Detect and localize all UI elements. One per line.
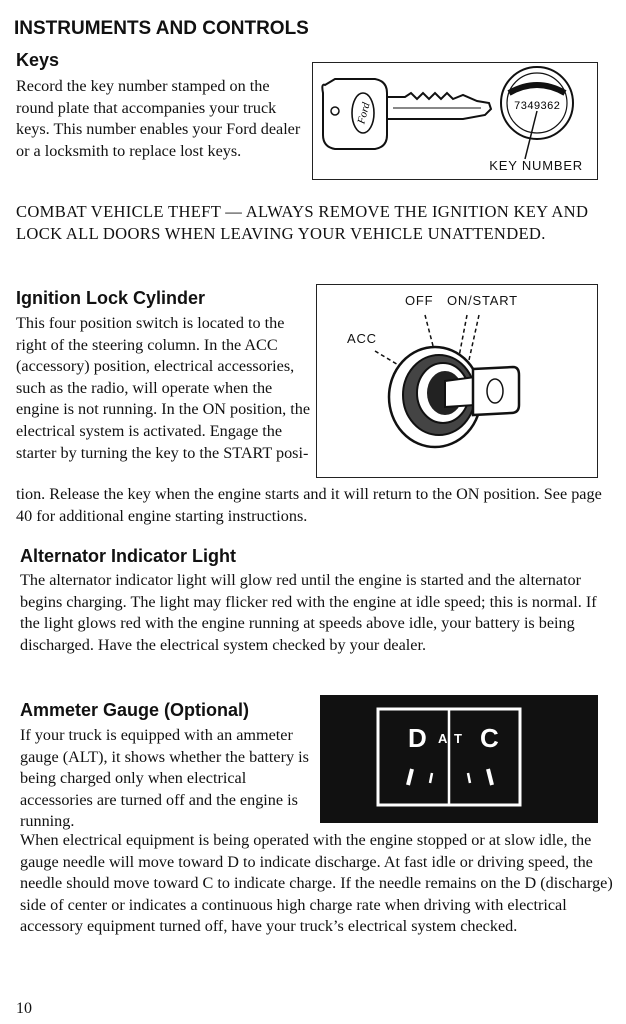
gauge-c-label: C — [480, 723, 499, 753]
acc-label: ACC — [347, 331, 377, 346]
off-label: OFF — [405, 293, 434, 308]
on-start-label: ON/START — [447, 293, 518, 308]
ammeter-paragraph-cont: When electrical equipment is being operated with the engine stopped or at slow idle, the gauge needle will move toward D to indicate discharge. At fast idle or driving speed, the needle should move toward C to indicate charge. If the needle remains on the D (discharge) side of center or indicates a continuous high charge rate when driving with electrical accessory equipment turned off, have your truck’s electrical system checked. — [20, 831, 613, 936]
ford-logo-text: Ford — [355, 101, 373, 126]
ignition-figure — [316, 284, 598, 478]
keys-paragraph: Record the key number stamped on the round plate that accompanies your truck keys. This number enables your Ford dealer or a locksmith to replace lost keys. — [16, 77, 301, 160]
theft-warning: COMBAT VEHICLE THEFT — ALWAYS REMOVE THE IGNITION KEY AND LOCK ALL DOORS WHEN LEAVING YOUR VEHICLE UNATTENDED. — [16, 202, 589, 243]
gauge-d-label: D — [408, 723, 427, 753]
ignition-illustration — [317, 285, 597, 477]
ammeter-gauge-figure — [320, 695, 598, 823]
ammeter-gauge — [320, 695, 598, 823]
gauge-t-label: T — [454, 731, 462, 746]
ammeter-paragraph-wrap: If your truck is equipped with an ammeter gauge (ALT), it shows whether the battery is being charged only when electrical accessories are turned off and the engine is running. — [20, 726, 309, 831]
key-number-label: KEY NUMBER — [489, 158, 583, 173]
key-figure — [312, 62, 598, 180]
page-number: 10 — [16, 1000, 32, 1017]
page-heading: INSTRUMENTS AND CONTROLS — [14, 18, 309, 39]
plate-number-text: 7349362 — [513, 101, 561, 113]
alternator-heading: Alternator Indicator Light — [20, 546, 236, 566]
keys-heading: Keys — [16, 50, 60, 70]
ignition-heading: Ignition Lock Cylinder — [16, 288, 206, 308]
gauge-a-label: A — [438, 731, 448, 746]
ignition-paragraph-wrap: This four position switch is located to the right of the steering column. In the ACC (accessory) position, electrical accessories, such as the radio, will operate when the engine is not running. In the ON position, the electrical system is activated. Engage the starter by turning the key to the START posi- — [16, 314, 311, 462]
ignition-paragraph-cont: tion. Release the key when the engine starts and it will return to the ON position. See page 40 for additional engine starting instructions. — [16, 485, 602, 525]
ammeter-heading: Ammeter Gauge (Optional) — [20, 700, 250, 720]
alternator-paragraph: The alternator indicator light will glow red until the engine is started and the alternator begins charging. The light may flicker red with the engine at idle speed; this is normal. If the light glows red with the engine running at speeds above idle, your battery is being discharged. Have the electrical system checked by your dealer. — [20, 571, 597, 654]
